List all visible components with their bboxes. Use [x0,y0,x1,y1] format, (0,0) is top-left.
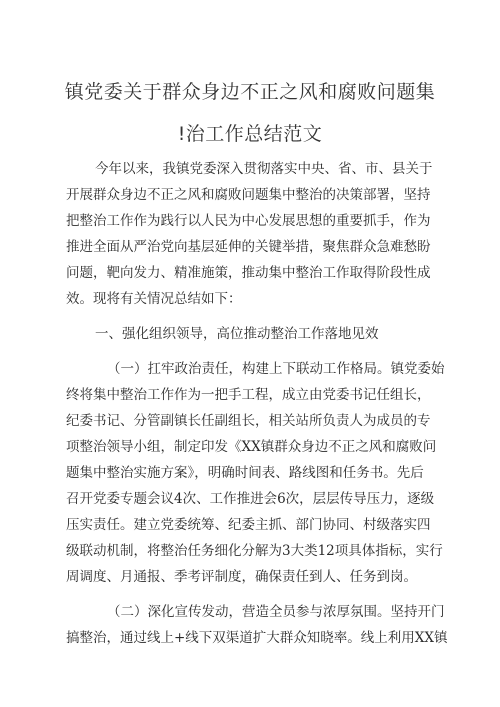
paragraph-line: 级联动机制，将整治任务细化分解为3大类12项具体指标，实行 [66,543,443,559]
paragraph-line: （一）扛牢政治责任，构建上下联动工作格局。镇党委始 [107,361,445,377]
paragraph-line: 压实责任。建立党委统筹、纪委主抓、部门协同、村级落实四 [66,517,431,533]
paragraph-line: 周调度、月通报、季考评制度，确保责任到人、任务到岗。 [66,569,417,585]
paragraph-line: 终将集中整治工作作为一把手工程，成立由党委书记任组长， [66,387,431,403]
paragraph-line: 问题，靶向发力、精准施策，推动集中整治工作取得阶段性成 [66,265,431,281]
paragraph-line: 今年以来，我镇党委深入贯彻落实中央、省、市、县关于 [95,161,433,177]
document-title-line-1: 镇党委关于群众身边不正之风和腐败问题集 [64,81,436,103]
paragraph-line: 开展群众身边不正之风和腐败问题集中整治的决策部署，坚持 [66,187,431,203]
paragraph-line: 项整治领导小组，制定印发《XX镇群众身边不正之风和腐败问 [66,439,437,455]
paragraph-line: 题集中整治实施方案》，明确时间表、路线图和任务书。先后 [66,465,424,481]
paragraph-line: 效。现将有关情况总结如下： [66,291,242,307]
paragraph-line: 把整治工作作为践行以人民为中心发展思想的重要抓手，作为 [66,213,431,229]
section-heading: 一、强化组织领导，高位推动整治工作落地见效 [95,326,379,342]
paragraph-line: 搞整治，通过线上+线下双渠道扩大群众知晓率。线上利用XX镇 [66,630,448,646]
paragraph-line: （二）深化宣传发动，营造全员参与浓厚氛围。坚持开门 [107,604,445,620]
paragraph-line: 推进全面从严治党向基层延伸的关键举措，聚焦群众急难愁盼 [66,239,431,255]
document-title-line-2: !治工作总结范文 [177,123,323,145]
paragraph-line: 纪委书记、分管副镇长任副组长，相关站所负责人为成员的专 [66,413,431,429]
paragraph-line: 召开党委专题会议4次、工作推进会6次，层层传导压力，逐级 [66,491,435,507]
